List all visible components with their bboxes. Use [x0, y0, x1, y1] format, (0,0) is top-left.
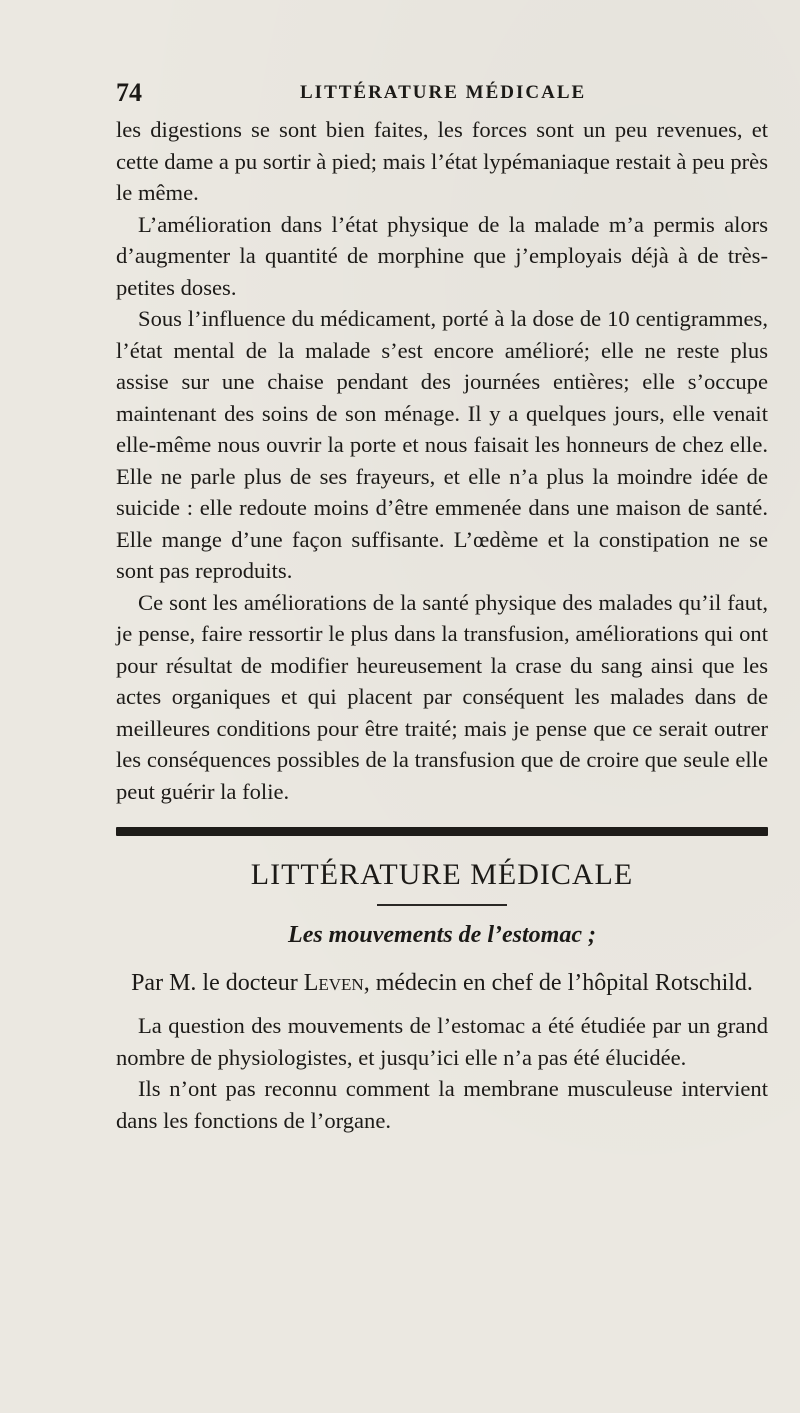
paragraph: L’amélioration dans l’état physique de la malade m’a permis alors d’augmenter la quantité de morphine que j’employais déjà à de très-petites doses.	[116, 211, 768, 300]
paragraph: Ce sont les améliorations de la santé physique des malades qu’il faut, je pense, faire ressortir le plus dans la transfusion, améliorations qui ont pour résultat de modifier heureusement la crase du sang ainsi que les actes organiques et qui placent par conséquent les malades dans de meilleures conditions pour être traité; mais je pense que ce serait outrer les conséquences possibles de la transfusion que de croire que seule elle peut guérir la folie.	[116, 589, 768, 804]
page-number: 74	[116, 78, 142, 107]
section-divider-rule	[116, 827, 768, 836]
paragraph-continued: les digestions se sont bien faites, les forces sont un peu revenues, et cette dame a pu sortir à pied; mais l’état lypémaniaque restait à peu près le même.	[116, 117, 768, 205]
author-prefix: Par M. le docteur	[131, 970, 304, 996]
author-suffix: , médecin en chef de l’hôpital Rotschild.	[363, 970, 753, 996]
paragraph: Ils n’ont pas reconnu comment la membrane musculeuse intervient dans les fonctions de l’organe.	[116, 1076, 768, 1133]
author-name: Leven	[303, 970, 364, 996]
body-text-bottom	[116, 1010, 768, 1136]
section-title: LITTÉRATURE MÉDICALE	[250, 858, 634, 891]
running-head	[116, 78, 768, 112]
article-title: Les mouvements de l’estomac ;	[288, 922, 596, 948]
paragraph: La question des mouvements de l’estomac a été étudiée par un grand nombre de physiologistes, et jusqu’ici elle n’a pas été élucidée.	[116, 1013, 768, 1070]
body-text-top	[116, 114, 768, 807]
running-title: LITTÉRATURE MÉDICALE	[300, 82, 587, 103]
paragraph: Sous l’influence du médicament, porté à la dose de 10 centigrammes, l’état mental de la malade s’est encore amélioré; elle ne reste plus assise sur une chaise pendant des journées entières; elle s’occupe maintenant des soins de son ménage. Il y a quelques jours, elle venait elle-même nous ouvrir la porte et nous faisait les honneurs de chez elle. Elle ne parle plus de ses frayeurs, et elle n’a plus la moindre idée de suicide : elle redoute moins d’être emmenée dans une maison de santé. Elle mange d’une façon suffisante. L’œdème et la constipation ne se sont pas reproduits.	[116, 306, 768, 583]
author-line	[116, 967, 768, 1000]
title-underline-rule	[377, 904, 507, 906]
